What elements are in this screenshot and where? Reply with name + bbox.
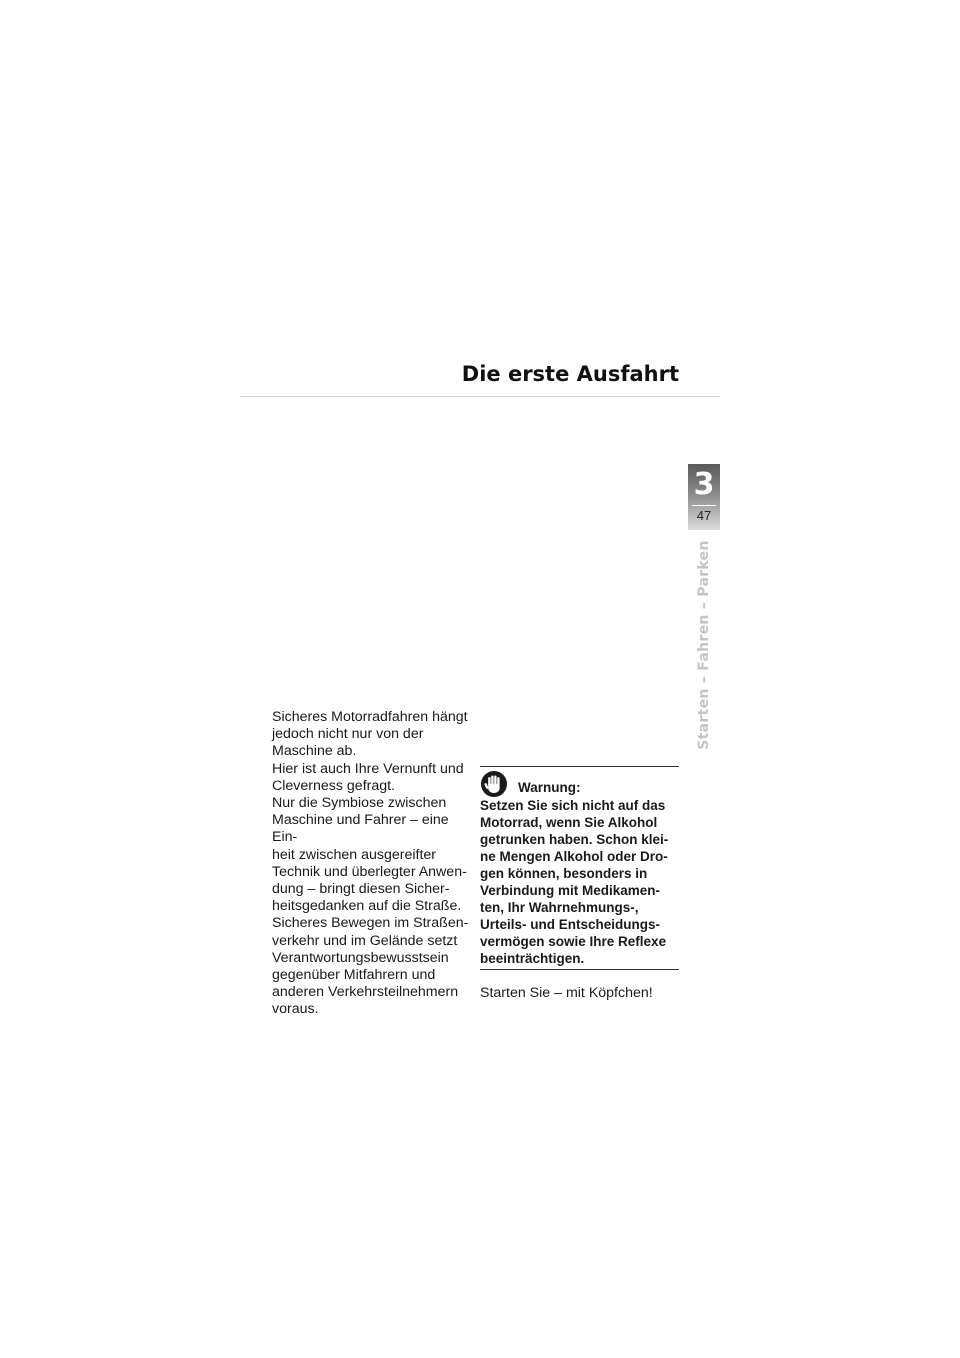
body-line: gegenüber Mitfahrern und	[272, 967, 436, 984]
warning-line: getrunken haben. Schon klei-	[480, 832, 669, 847]
body-line: Technik und überlegter Anwen-	[272, 863, 467, 880]
warning-line: beeinträchtigen.	[480, 951, 585, 966]
warning-line: ten, Ihr Wahrnehmungs-,	[480, 900, 639, 915]
chapter-tab	[688, 464, 720, 530]
stop-hand-glyph	[481, 771, 507, 797]
body-line: Cleverness gefragt.	[272, 777, 396, 794]
body-line: Hier ist auch Ihre Vernunft und	[272, 760, 464, 777]
side-section-label: Starten – Fahren – Parken	[696, 540, 712, 750]
warning-line: vermögen sowie Ihre Reflexe	[480, 934, 667, 949]
closing-text: Starten Sie – mit Köpfchen!	[480, 985, 653, 1001]
body-line: heit zwischen ausgereifter	[272, 846, 437, 863]
chapter-number: 3	[693, 467, 715, 502]
warning-title: Warnung:	[518, 780, 581, 795]
body-line: Maschine ab.	[272, 743, 357, 760]
body-line: anderen Verkehrsteilnehmern	[272, 984, 459, 1001]
warning-body	[480, 797, 679, 969]
body-line: heitsgedanken auf die Straße.	[272, 898, 462, 915]
stop-hand-icon	[481, 771, 507, 797]
body-line: Nur die Symbiose zwischen	[272, 795, 447, 812]
chapter-divider	[692, 505, 716, 506]
page-title: Die erste Ausfahrt	[461, 362, 679, 386]
warning-line: Setzen Sie sich nicht auf das	[480, 798, 666, 813]
warning-header	[480, 767, 679, 797]
warning-line: ne Mengen Alkohol oder Dro-	[480, 849, 668, 864]
page-number: 47	[696, 508, 712, 523]
body-line: Verantwortungsbewusstsein	[272, 949, 449, 966]
body-line: Sicheres Motorradfahren hängt	[272, 709, 468, 725]
warning-box	[480, 766, 679, 970]
body-text-left	[272, 709, 472, 1019]
warning-line: Verbindung mit Medikamen-	[480, 883, 661, 898]
body-line: jedoch nicht nur von der	[272, 726, 424, 743]
title-rule	[240, 396, 720, 397]
body-line: Maschine und Fahrer – eine Ein-	[272, 812, 449, 846]
warning-line: Urteils- und Entscheidungs-	[480, 917, 661, 932]
warning-line: Motorrad, wenn Sie Alkohol	[480, 815, 658, 830]
body-line: verkehr und im Gelände setzt	[272, 932, 458, 949]
body-line: Sicheres Bewegen im Straßen-	[272, 915, 469, 932]
body-line: voraus.	[272, 1001, 319, 1018]
body-line: dung – bringt diesen Sicher-	[272, 881, 450, 898]
warning-line: gen können, besonders in	[480, 866, 648, 881]
